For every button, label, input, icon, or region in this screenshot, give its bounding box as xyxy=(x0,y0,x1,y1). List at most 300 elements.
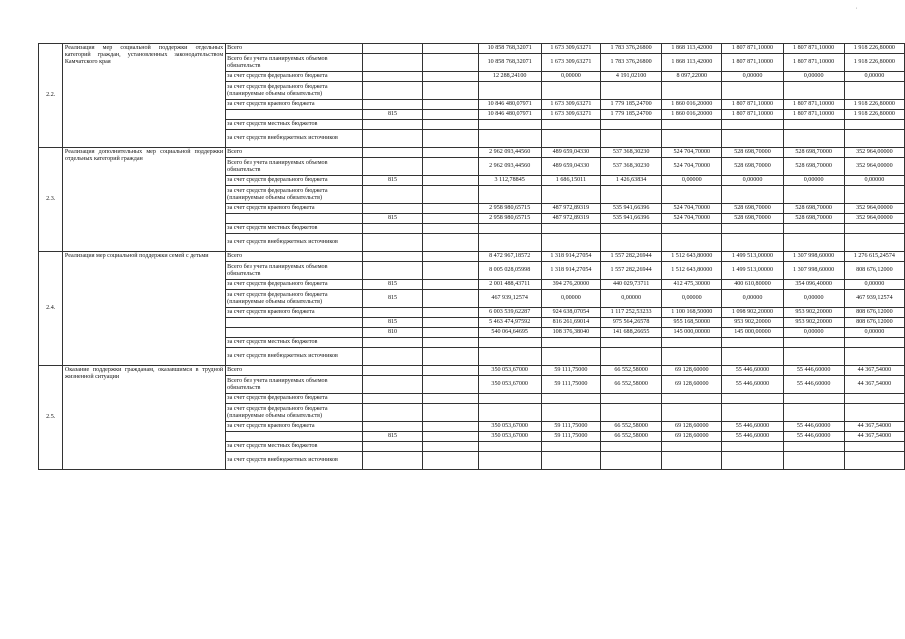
amount-cell: 0,00000 xyxy=(601,290,662,308)
amount-cell: 66 552,58000 xyxy=(601,432,662,442)
amount-cell xyxy=(783,442,844,452)
amount-cell: 1 499 513,00000 xyxy=(722,262,783,280)
amount-cell: 3 112,78845 xyxy=(478,176,541,186)
amount-cell xyxy=(601,338,662,348)
amount-cell xyxy=(478,186,541,204)
amount-cell xyxy=(541,120,600,130)
amount-cell xyxy=(783,120,844,130)
amount-cell: 1 686,15011 xyxy=(541,176,600,186)
amount-cell xyxy=(541,130,600,148)
amount-cell xyxy=(478,224,541,234)
amount-cell xyxy=(478,234,541,252)
amount-cell: 0,00000 xyxy=(722,290,783,308)
amount-cell xyxy=(601,224,662,234)
amount-cell: 12 288,24100 xyxy=(478,72,541,82)
amount-cell: 1 779 185,24700 xyxy=(601,110,662,120)
amount-cell xyxy=(601,82,662,100)
funding-source: за счет средств федерального бюджета (планируемые объемы обязательств) xyxy=(225,404,362,422)
amount-cell xyxy=(783,82,844,100)
amount-cell: 524 704,70000 xyxy=(662,204,722,214)
amount-cell: 354 096,40000 xyxy=(783,280,844,290)
admin-code xyxy=(362,422,423,432)
amount-cell: 352 964,00000 xyxy=(844,158,904,176)
admin-code: 815 xyxy=(362,110,423,120)
admin-code xyxy=(362,376,423,394)
amount-cell: 145 000,00000 xyxy=(662,328,722,338)
amount-cell: 955 168,50000 xyxy=(662,318,722,328)
empty-cell xyxy=(423,82,478,100)
empty-cell xyxy=(423,432,478,442)
amount-cell xyxy=(601,404,662,422)
amount-cell xyxy=(662,224,722,234)
amount-cell: 350 053,67000 xyxy=(478,432,541,442)
amount-cell: 0,00000 xyxy=(722,176,783,186)
funding-source: за счет средств местных бюджетов xyxy=(225,120,362,130)
section-number: 2.5. xyxy=(39,366,63,470)
amount-cell: 8 097,22000 xyxy=(662,72,722,82)
funding-source: Всего xyxy=(225,252,362,262)
amount-cell: 528 698,70000 xyxy=(783,214,844,224)
amount-cell: 1 807 871,10000 xyxy=(783,44,844,54)
amount-cell: 528 698,70000 xyxy=(722,204,783,214)
funding-source: за счет средств местных бюджетов xyxy=(225,224,362,234)
amount-cell xyxy=(541,404,600,422)
amount-cell: 59 111,75000 xyxy=(541,376,600,394)
funding-source: за счет средств внебюджетных источников xyxy=(225,130,362,148)
amount-cell: 412 475,30000 xyxy=(662,280,722,290)
amount-cell: 10 858 768,32071 xyxy=(478,44,541,54)
amount-cell xyxy=(662,394,722,404)
amount-cell: 816 261,69014 xyxy=(541,318,600,328)
amount-cell: 808 676,12000 xyxy=(844,308,904,318)
amount-cell: 1 807 871,10000 xyxy=(783,54,844,72)
section-title: Реализация дополнительных мер социальной поддержки отдельных категорий граждан xyxy=(63,148,225,252)
funding-source: за счет средств местных бюджетов xyxy=(225,442,362,452)
funding-source: Всего без учета планируемых объемов обязательств xyxy=(225,158,362,176)
amount-cell: 1 807 871,10000 xyxy=(722,110,783,120)
funding-source: за счет средств федерального бюджета xyxy=(225,280,362,290)
amount-cell: 1 512 643,80000 xyxy=(662,262,722,280)
amount-cell xyxy=(844,224,904,234)
amount-cell: 1 318 914,27054 xyxy=(541,252,600,262)
amount-cell: 352 964,00000 xyxy=(844,214,904,224)
amount-cell xyxy=(478,82,541,100)
amount-cell: 528 698,70000 xyxy=(722,214,783,224)
amount-cell: 2 962 093,44560 xyxy=(478,158,541,176)
admin-code xyxy=(362,120,423,130)
amount-cell: 55 446,60000 xyxy=(722,366,783,376)
budget-table xyxy=(38,43,905,470)
amount-cell: 55 446,60000 xyxy=(783,432,844,442)
empty-cell xyxy=(423,376,478,394)
admin-code xyxy=(362,54,423,72)
amount-cell: 489 659,04330 xyxy=(541,148,600,158)
funding-source: за счет средств федерального бюджета (планируемые объемы обязательств) xyxy=(225,186,362,204)
funding-source xyxy=(225,318,362,328)
amount-cell xyxy=(783,338,844,348)
amount-cell xyxy=(783,186,844,204)
amount-cell: 1 307 998,60000 xyxy=(783,252,844,262)
amount-cell xyxy=(844,234,904,252)
amount-cell: 55 446,60000 xyxy=(783,422,844,432)
amount-cell: 5 463 474,97592 xyxy=(478,318,541,328)
funding-source xyxy=(225,214,362,224)
amount-cell: 350 053,67000 xyxy=(478,376,541,394)
amount-cell xyxy=(541,394,600,404)
amount-cell: 1 779 185,24700 xyxy=(601,100,662,110)
empty-cell xyxy=(423,308,478,318)
amount-cell: 44 367,54000 xyxy=(844,376,904,394)
amount-cell xyxy=(722,130,783,148)
amount-cell: 69 128,60000 xyxy=(662,422,722,432)
amount-cell xyxy=(662,234,722,252)
amount-cell xyxy=(601,130,662,148)
amount-cell xyxy=(662,130,722,148)
amount-cell: 1 868 113,42000 xyxy=(662,54,722,72)
amount-cell: 1 918 226,80000 xyxy=(844,54,904,72)
amount-cell: 489 659,04330 xyxy=(541,158,600,176)
amount-cell xyxy=(478,404,541,422)
amount-cell: 1 318 914,27054 xyxy=(541,262,600,280)
amount-cell xyxy=(662,120,722,130)
section-title: Реализация мер социальной поддержки отдельных категорий граждан, установленных законодательством Камчатского края xyxy=(63,44,225,148)
empty-cell xyxy=(423,72,478,82)
section-number: 2.2. xyxy=(39,44,63,148)
amount-cell xyxy=(722,442,783,452)
funding-source: за счет средств краевого бюджета xyxy=(225,422,362,432)
amount-cell: 524 704,70000 xyxy=(662,148,722,158)
empty-cell xyxy=(423,148,478,158)
admin-code xyxy=(362,72,423,82)
amount-cell xyxy=(478,348,541,366)
admin-code xyxy=(362,100,423,110)
amount-cell: 540 064,64695 xyxy=(478,328,541,338)
amount-cell xyxy=(783,234,844,252)
funding-source: за счет средств краевого бюджета xyxy=(225,308,362,318)
amount-cell: 55 446,60000 xyxy=(722,422,783,432)
admin-code: 815 xyxy=(362,432,423,442)
amount-cell: 44 367,54000 xyxy=(844,366,904,376)
empty-cell xyxy=(423,328,478,338)
amount-cell xyxy=(478,338,541,348)
amount-cell: 2 962 093,44560 xyxy=(478,148,541,158)
amount-cell xyxy=(601,120,662,130)
amount-cell: 537 368,30230 xyxy=(601,158,662,176)
amount-cell xyxy=(478,442,541,452)
empty-cell xyxy=(423,348,478,366)
funding-source: за счет средств внебюджетных источников xyxy=(225,452,362,470)
amount-cell: 808 676,12000 xyxy=(844,318,904,328)
amount-cell: 1 499 513,00000 xyxy=(722,252,783,262)
amount-cell: 66 552,58000 xyxy=(601,366,662,376)
amount-cell xyxy=(722,452,783,470)
amount-cell: 528 698,70000 xyxy=(783,158,844,176)
amount-cell xyxy=(601,348,662,366)
amount-cell: 528 698,70000 xyxy=(783,148,844,158)
table-row xyxy=(39,148,905,158)
amount-cell: 953 902,20000 xyxy=(722,318,783,328)
amount-cell: 400 610,80000 xyxy=(722,280,783,290)
amount-cell xyxy=(783,224,844,234)
amount-cell: 467 939,12574 xyxy=(844,290,904,308)
amount-cell xyxy=(783,404,844,422)
amount-cell: 10 846 480,07971 xyxy=(478,100,541,110)
amount-cell xyxy=(722,348,783,366)
amount-cell xyxy=(662,404,722,422)
amount-cell: 352 964,00000 xyxy=(844,204,904,214)
funding-source: за счет средств краевого бюджета xyxy=(225,100,362,110)
amount-cell: 1 557 282,26944 xyxy=(601,262,662,280)
amount-cell: 808 676,12000 xyxy=(844,262,904,280)
admin-code xyxy=(362,394,423,404)
empty-cell xyxy=(423,338,478,348)
amount-cell: 1 807 871,10000 xyxy=(722,44,783,54)
section-title: Реализация мер социальной поддержки семей с детьми xyxy=(63,252,225,366)
amount-cell xyxy=(541,348,600,366)
amount-cell xyxy=(722,224,783,234)
amount-cell: 487 972,89319 xyxy=(541,214,600,224)
amount-cell xyxy=(722,120,783,130)
amount-cell: 528 698,70000 xyxy=(722,158,783,176)
amount-cell: 59 111,75000 xyxy=(541,366,600,376)
amount-cell: 141 688,26655 xyxy=(601,328,662,338)
empty-cell xyxy=(423,290,478,308)
amount-cell xyxy=(844,186,904,204)
funding-source: Всего без учета планируемых объемов обязательств xyxy=(225,54,362,72)
amount-cell: 0,00000 xyxy=(783,72,844,82)
amount-cell: 953 902,20000 xyxy=(783,308,844,318)
admin-code xyxy=(362,130,423,148)
funding-source: Всего без учета планируемых объемов обязательств xyxy=(225,376,362,394)
funding-source xyxy=(225,110,362,120)
amount-cell xyxy=(722,338,783,348)
amount-cell: 1 783 376,26800 xyxy=(601,44,662,54)
admin-code: 815 xyxy=(362,280,423,290)
amount-cell: 1 860 016,20000 xyxy=(662,110,722,120)
amount-cell: 0,00000 xyxy=(844,280,904,290)
amount-cell xyxy=(844,82,904,100)
amount-cell: 440 029,73711 xyxy=(601,280,662,290)
admin-code xyxy=(362,204,423,214)
amount-cell: 524 704,70000 xyxy=(662,158,722,176)
corner-mark: ' xyxy=(856,8,858,14)
empty-cell xyxy=(423,44,478,54)
amount-cell: 0,00000 xyxy=(662,176,722,186)
empty-cell xyxy=(423,422,478,432)
amount-cell xyxy=(662,442,722,452)
admin-code xyxy=(362,338,423,348)
admin-code xyxy=(362,224,423,234)
amount-cell xyxy=(722,404,783,422)
amount-cell: 69 128,60000 xyxy=(662,366,722,376)
amount-cell: 528 698,70000 xyxy=(783,204,844,214)
empty-cell xyxy=(423,110,478,120)
amount-cell: 1 426,63834 xyxy=(601,176,662,186)
amount-cell xyxy=(844,442,904,452)
empty-cell xyxy=(423,262,478,280)
amount-cell xyxy=(662,186,722,204)
amount-cell: 69 128,60000 xyxy=(662,376,722,394)
amount-cell xyxy=(541,224,600,234)
empty-cell xyxy=(423,204,478,214)
amount-cell: 528 698,70000 xyxy=(722,148,783,158)
amount-cell: 1 868 113,42000 xyxy=(662,44,722,54)
amount-cell: 0,00000 xyxy=(783,328,844,338)
amount-cell: 0,00000 xyxy=(783,290,844,308)
empty-cell xyxy=(423,404,478,422)
table-row xyxy=(39,366,905,376)
empty-cell xyxy=(423,452,478,470)
amount-cell: 350 053,67000 xyxy=(478,422,541,432)
amount-cell xyxy=(478,394,541,404)
admin-code xyxy=(362,148,423,158)
amount-cell: 2 001 488,43711 xyxy=(478,280,541,290)
amount-cell: 467 939,12574 xyxy=(478,290,541,308)
amount-cell: 1 100 168,50000 xyxy=(662,308,722,318)
amount-cell xyxy=(662,82,722,100)
amount-cell xyxy=(541,442,600,452)
amount-cell: 1 673 309,63271 xyxy=(541,54,600,72)
amount-cell: 0,00000 xyxy=(844,328,904,338)
amount-cell: 10 846 480,07971 xyxy=(478,110,541,120)
admin-code xyxy=(362,262,423,280)
amount-cell: 8 005 028,05998 xyxy=(478,262,541,280)
amount-cell: 953 902,20000 xyxy=(783,318,844,328)
amount-cell: 1 918 226,80000 xyxy=(844,44,904,54)
amount-cell xyxy=(478,120,541,130)
admin-code xyxy=(362,186,423,204)
admin-code: 810 xyxy=(362,328,423,338)
amount-cell: 1 557 282,26944 xyxy=(601,252,662,262)
amount-cell: 394 276,20000 xyxy=(541,280,600,290)
admin-code xyxy=(362,348,423,366)
amount-cell xyxy=(662,338,722,348)
empty-cell xyxy=(423,176,478,186)
amount-cell xyxy=(478,452,541,470)
empty-cell xyxy=(423,442,478,452)
section-number: 2.3. xyxy=(39,148,63,252)
amount-cell: 1 307 998,60000 xyxy=(783,262,844,280)
admin-code xyxy=(362,366,423,376)
amount-cell: 8 472 967,18572 xyxy=(478,252,541,262)
amount-cell: 66 552,58000 xyxy=(601,422,662,432)
amount-cell: 69 128,60000 xyxy=(662,432,722,442)
funding-source: за счет средств краевого бюджета xyxy=(225,204,362,214)
amount-cell: 10 858 768,32071 xyxy=(478,54,541,72)
amount-cell: 55 446,60000 xyxy=(783,376,844,394)
amount-cell xyxy=(783,394,844,404)
amount-cell: 1 860 016,20000 xyxy=(662,100,722,110)
amount-cell: 1 807 871,10000 xyxy=(722,100,783,110)
funding-source: Всего xyxy=(225,44,362,54)
amount-cell: 1 783 376,26800 xyxy=(601,54,662,72)
amount-cell: 2 958 980,65715 xyxy=(478,204,541,214)
amount-cell: 6 003 539,62287 xyxy=(478,308,541,318)
amount-cell: 66 552,58000 xyxy=(601,376,662,394)
amount-cell xyxy=(844,394,904,404)
amount-cell: 4 191,02100 xyxy=(601,72,662,82)
amount-cell xyxy=(844,338,904,348)
funding-source: за счет средств внебюджетных источников xyxy=(225,348,362,366)
funding-source: за счет средств федерального бюджета xyxy=(225,72,362,82)
amount-cell xyxy=(541,338,600,348)
amount-cell: 108 376,38040 xyxy=(541,328,600,338)
admin-code xyxy=(362,442,423,452)
funding-source: за счет средств федерального бюджета (планируемые объемы обязательств) xyxy=(225,290,362,308)
amount-cell xyxy=(844,348,904,366)
amount-cell: 535 941,66396 xyxy=(601,204,662,214)
section-title: Оказание поддержки гражданам, оказавшимся в трудной жизненной ситуации xyxy=(63,366,225,470)
amount-cell: 55 446,60000 xyxy=(722,376,783,394)
empty-cell xyxy=(423,130,478,148)
amount-cell: 1 512 643,80000 xyxy=(662,252,722,262)
amount-cell: 1 918 226,80000 xyxy=(844,110,904,120)
amount-cell: 145 000,00000 xyxy=(722,328,783,338)
empty-cell xyxy=(423,394,478,404)
amount-cell: 1 807 871,10000 xyxy=(722,54,783,72)
empty-cell xyxy=(423,120,478,130)
amount-cell: 0,00000 xyxy=(541,72,600,82)
funding-source: Всего xyxy=(225,148,362,158)
amount-cell xyxy=(662,348,722,366)
amount-cell: 487 972,89319 xyxy=(541,204,600,214)
amount-cell xyxy=(722,234,783,252)
amount-cell xyxy=(541,452,600,470)
budget-table-sheet xyxy=(38,43,905,470)
empty-cell xyxy=(423,214,478,224)
empty-cell xyxy=(423,54,478,72)
funding-source: за счет средств федерального бюджета xyxy=(225,394,362,404)
admin-code: 815 xyxy=(362,290,423,308)
amount-cell xyxy=(601,394,662,404)
amount-cell xyxy=(844,130,904,148)
amount-cell xyxy=(662,452,722,470)
amount-cell xyxy=(844,404,904,422)
amount-cell: 1 117 252,53233 xyxy=(601,308,662,318)
amount-cell xyxy=(601,186,662,204)
amount-cell xyxy=(844,120,904,130)
amount-cell: 2 958 980,65715 xyxy=(478,214,541,224)
amount-cell: 350 053,67000 xyxy=(478,366,541,376)
admin-code xyxy=(362,234,423,252)
empty-cell xyxy=(423,186,478,204)
empty-cell xyxy=(423,234,478,252)
admin-code xyxy=(362,404,423,422)
empty-cell xyxy=(423,224,478,234)
amount-cell xyxy=(601,452,662,470)
amount-cell xyxy=(783,130,844,148)
amount-cell xyxy=(601,234,662,252)
funding-source xyxy=(225,432,362,442)
amount-cell: 44 367,54000 xyxy=(844,422,904,432)
amount-cell xyxy=(541,234,600,252)
table-row xyxy=(39,44,905,54)
amount-cell: 0,00000 xyxy=(844,72,904,82)
amount-cell: 1 098 902,20000 xyxy=(722,308,783,318)
funding-source: за счет средств федерального бюджета (планируемые объемы обязательств) xyxy=(225,82,362,100)
amount-cell: 59 111,75000 xyxy=(541,432,600,442)
amount-cell: 1 673 309,63271 xyxy=(541,100,600,110)
amount-cell xyxy=(722,82,783,100)
admin-code xyxy=(362,44,423,54)
amount-cell xyxy=(783,348,844,366)
funding-source: Всего без учета планируемых объемов обязательств xyxy=(225,262,362,280)
amount-cell xyxy=(601,442,662,452)
section-number: 2.4. xyxy=(39,252,63,366)
admin-code xyxy=(362,252,423,262)
amount-cell xyxy=(478,130,541,148)
amount-cell: 0,00000 xyxy=(722,72,783,82)
